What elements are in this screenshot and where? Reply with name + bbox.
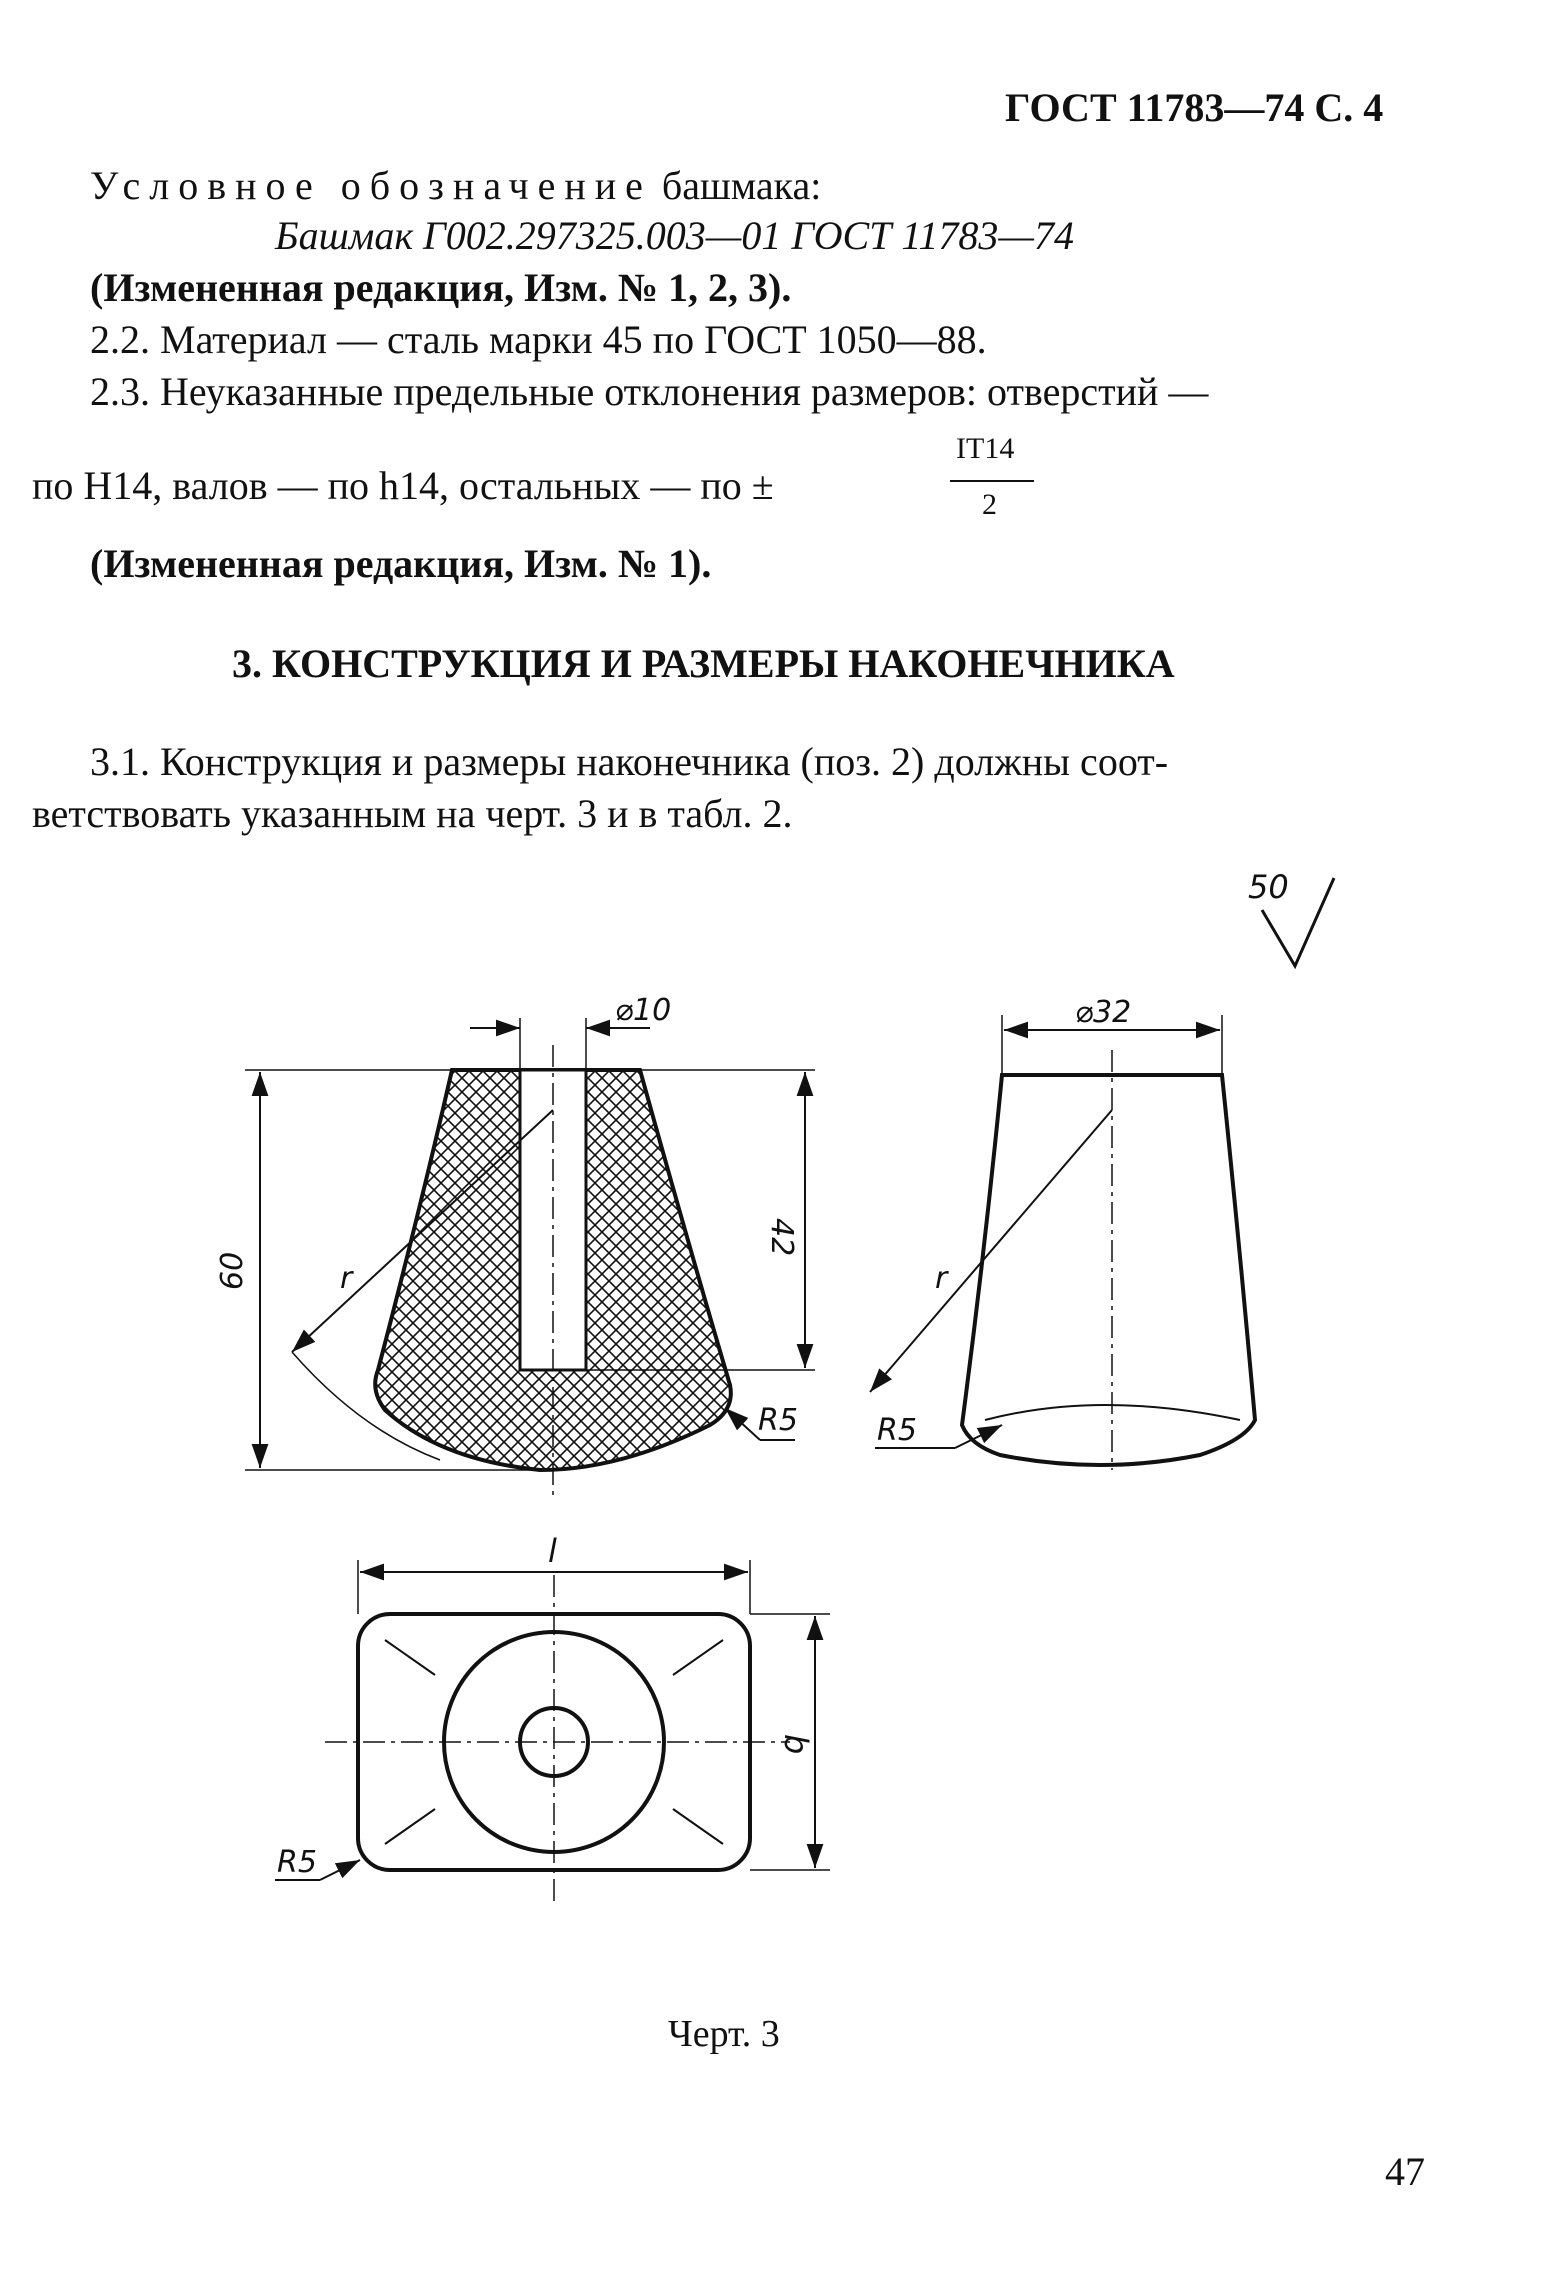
dim-d32: ⌀32 bbox=[1075, 995, 1132, 1030]
designation-example: Башмак Г002.297325.003—01 ГОСТ 11783—74 bbox=[275, 213, 1074, 258]
roughness-symbol bbox=[1248, 868, 1334, 966]
r5-label-side: R5 bbox=[877, 1413, 917, 1448]
dim-l: l bbox=[548, 1532, 557, 1570]
radius-label-front: r bbox=[340, 1261, 353, 1296]
paragraph-3-1-line2: ветствовать указанным на черт. 3 и в табл. 2. bbox=[32, 791, 793, 836]
paragraph-2-3-line1: 2.3. Неуказанные предельные отклонения размеров: отверстий — bbox=[90, 369, 1209, 414]
figure-caption: Черт. 3 bbox=[668, 2013, 780, 2055]
side-view bbox=[870, 995, 1255, 1470]
page-number: 47 bbox=[1385, 2149, 1425, 2194]
paragraph-3-1-line1: 3.1. Конструкция и размеры наконечника (поз. 2) должны соот- bbox=[90, 739, 1169, 784]
fraction-numerator: IT14 bbox=[956, 432, 1015, 465]
document-reference: ГОСТ 11783—74 С. 4 bbox=[1005, 85, 1384, 130]
dim-b: b bbox=[777, 1734, 815, 1755]
front-section-view bbox=[215, 993, 815, 1495]
roughness-value: 50 bbox=[1248, 868, 1289, 906]
fraction-denominator: 2 bbox=[982, 488, 997, 521]
section-title: 3. КОНСТРУКЦИЯ И РАЗМЕРЫ НАКОНЕЧНИКА bbox=[232, 641, 1175, 686]
paragraph-2-2: 2.2. Материал — сталь марки 45 по ГОСТ 1050—88. bbox=[90, 317, 987, 362]
dim-60: 60 bbox=[215, 1251, 250, 1290]
top-view bbox=[275, 1532, 830, 1905]
designation-word: башмака: bbox=[661, 163, 822, 208]
dim-42: 42 bbox=[764, 1218, 799, 1257]
dim-d10: ⌀10 bbox=[615, 993, 672, 1028]
r5-label-top: R5 bbox=[277, 1845, 317, 1880]
r5-label-front: R5 bbox=[758, 1403, 798, 1438]
designation-label: Условное обозначение bbox=[90, 163, 652, 208]
radius-label-side: r bbox=[935, 1261, 948, 1296]
amendment-note-2: (Измененная редакция, Изм. № 1). bbox=[90, 541, 712, 586]
paragraph-2-3-line2: по H14, валов — по h14, остальных — по ± bbox=[32, 463, 774, 508]
amendment-note-1: (Измененная редакция, Изм. № 1, 2, 3). bbox=[90, 265, 792, 310]
